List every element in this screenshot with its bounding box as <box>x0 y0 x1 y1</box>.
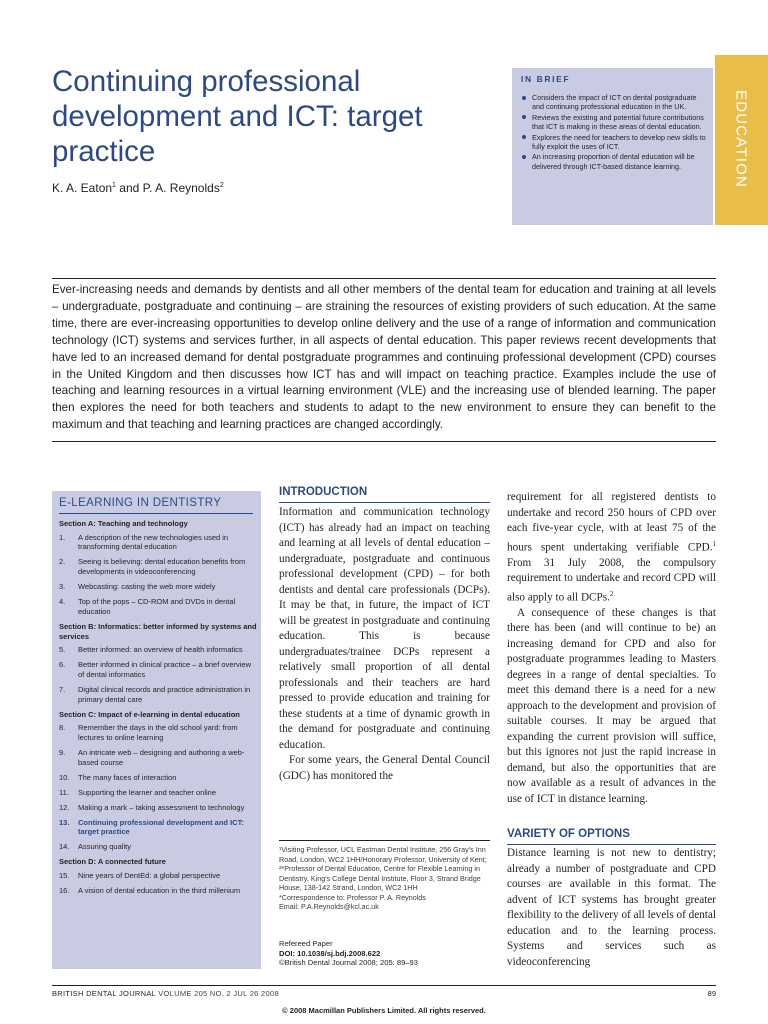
series-list-item <box>59 842 257 852</box>
series-list-item <box>59 773 257 783</box>
series-list-item <box>59 597 257 616</box>
in-brief-text: Explores the need for teachers to develop new skills to fully exploit the uses of ICT. <box>532 132 706 152</box>
item-number: 14. <box>59 842 70 852</box>
item-number: 7. <box>59 684 66 694</box>
author-name: P. A. Reynolds <box>142 181 220 195</box>
body-paragraph <box>507 490 716 606</box>
affiliation-marker: 1 <box>112 182 116 189</box>
bullet-icon <box>522 115 526 119</box>
bullet-icon <box>522 155 526 159</box>
in-brief-item <box>521 113 709 132</box>
item-number: 5. <box>59 645 66 655</box>
series-sidebar <box>52 491 261 969</box>
item-number: 3. <box>59 582 66 592</box>
citation-text: ©British Dental Journal 2008; 205: 89–93 <box>279 958 418 968</box>
sidebar-section-heading: Section D: A connected future <box>59 857 166 867</box>
affiliations-footnote <box>279 845 490 912</box>
item-number: 13. <box>59 817 70 827</box>
citation-block <box>279 939 490 968</box>
item-text: Making a mark – taking assessment to technology <box>78 802 245 812</box>
in-brief-text: An increasing proportion of dental education will be delivered through ICT-based distance learning. <box>532 152 695 171</box>
body-text: requirement for all registered dentists to undertake and record 250 hours of CPD over each five-year cycle, with at least 75 of the hours spent undertaking verifiable CPD. <box>507 491 716 554</box>
series-list-item <box>59 748 257 767</box>
in-brief-heading: IN BRIEF <box>521 74 571 84</box>
item-text: Assuring quality <box>78 842 131 852</box>
page-number: 89 <box>707 989 716 998</box>
bullet-icon <box>522 135 526 139</box>
email-text: Email: P.A.Reynolds@kcl.ac.uk <box>279 902 379 911</box>
column-three-bottom <box>507 846 716 970</box>
item-text: An intricate web – designing and authoring a web-based course <box>78 748 245 767</box>
in-brief-item <box>521 152 709 171</box>
item-text: A description of the new technologies used in transforming dental education <box>78 532 229 552</box>
item-number: 6. <box>59 660 66 670</box>
sidebar-section-heading: Section A: Teaching and technology <box>59 519 188 528</box>
item-text: Better informed in clinical practice – a brief overview of dental informatics <box>78 660 251 679</box>
journal-footer <box>52 989 279 998</box>
item-number: 16. <box>59 886 70 896</box>
reference-marker: 2 <box>609 589 614 598</box>
heading-rule <box>507 844 716 845</box>
item-text: Remember the days in the old school yard: from lectures to online learning <box>78 723 238 743</box>
in-brief-text: Reviews the existing and potential future contributions that ICT is making in these areas of dental education. <box>532 112 704 132</box>
author-name: K. A. Eaton <box>52 181 113 195</box>
in-brief-list <box>521 93 709 172</box>
series-list-item <box>59 803 257 813</box>
reference-marker: 1 <box>712 539 716 548</box>
item-number: 8. <box>59 723 66 733</box>
column-three-top <box>507 490 716 807</box>
sidebar-section-heading: Section B: Informatics: better informed by systems and services <box>59 621 257 641</box>
variety-heading: VARIETY OF OPTIONS <box>507 828 630 840</box>
sidebar-body <box>59 518 257 901</box>
body-paragraph: Distance learning is not new to dentistry; already a number of postgraduate and CPD courses are available in this format. The advent of ICT systems has brought greater flexibility to the delivery of all levels of dental education and to the learning process. Systems and services such as videoconferencing <box>507 847 716 968</box>
item-number: 11. <box>59 787 69 797</box>
item-number: 2. <box>59 557 66 567</box>
refereed-label: Refereed Paper <box>279 939 333 948</box>
heading-rule <box>279 502 490 503</box>
body-paragraph: Information and communication technology (ICT) has already had an impact on teaching and learning at all levels of dental education – undergraduate, postgraduate and continuous professional development (CPD) – for both dentists and dental care professionals (DCPs). It may be that, in future, the impact of ICT will be greatest in postgraduate and continuing education. This is because undergraduates/trainee DCPs represent a relatively small proportion of all dental professionals and their teachers are hard pressed to provide education and training for these students at a time of dynamic growth in the demand for postgraduate and continuing education. <box>279 506 490 751</box>
abstract: Ever-increasing needs and demands by dentists and all other members of the dental team for education and training at all levels – undergraduate, postgraduate and continuing – are straining the resources of existing providers of such education. At the same time, there are ever-increasing opportunities to develop online delivery and the use of a range of information and communication technology (ICT) systems and services further, in all aspects of dental education. This paper reviews recent developments that have led to an increased demand for dental postgraduate programmes and continuing professional development (CPD) courses in the United Kingdom and then discusses how ICT has and will impact on teaching practice. Examples include the use of teaching and learning resources in a virtual learning environment (VLE) and the increasing use of blended learning. The paper then explores the need for both teachers and students to adapt to the new environment to ensure they can benefit to the maximum and that teaching and learning practices are changed accordingly. <box>52 283 716 432</box>
author-line <box>52 181 224 195</box>
in-brief-item <box>521 133 709 152</box>
item-text: Digital clinical records and practice administration in primary dental care <box>78 684 251 704</box>
doi-text: DOI: 10.1038/sj.bdj.2008.622 <box>279 948 381 958</box>
item-number: 12. <box>59 802 70 812</box>
series-list-item <box>59 533 257 552</box>
series-list-item <box>59 660 257 679</box>
series-list-item <box>59 871 257 881</box>
abstract-bottom-rule <box>52 441 716 442</box>
item-text: Webcasting: casting the web more widely <box>78 582 216 592</box>
series-list-item <box>59 788 257 798</box>
item-number: 4. <box>59 597 66 607</box>
series-list-item <box>59 685 257 704</box>
introduction-heading: INTRODUCTION <box>279 486 368 498</box>
sidebar-rule <box>59 513 253 514</box>
body-paragraph: A consequence of these changes is that there has been (and will continue to be) an increasing demand for CPD and also for postgraduate programmes leading to Masters degrees in a range of dental specialties. To meet this demand there is a need for a new approach to the development and provision of suitable courses. It may be argued that expanding the current provision will suffice, but this ignores not just the rapid increase in demand, but also the opportunities that are now available as a result of advances in the use of ICT in distance learning. <box>507 606 716 805</box>
sidebar-title: E-LEARNING IN DENTISTRY <box>59 497 222 509</box>
in-brief-text: Considers the impact of ICT on dental postgraduate and continuing professional education in the UK. <box>532 93 697 112</box>
section-tab <box>715 55 768 225</box>
item-text: Better informed: an overview of health informatics <box>78 645 243 655</box>
body-paragraph: For some years, the General Dental Council (GDC) has monitored the <box>279 754 490 782</box>
item-number: 9. <box>59 748 66 758</box>
sidebar-section-heading: Section C: Impact of e-learning in dental education <box>59 709 240 719</box>
affiliation-marker: 2 <box>219 182 224 189</box>
item-text: Top of the pops – CD-ROM and DVDs in dental education <box>78 597 236 616</box>
footnote-rule <box>279 840 490 841</box>
series-list-item <box>59 723 257 742</box>
series-list-item-current <box>59 818 257 837</box>
series-list-item <box>59 886 257 896</box>
journal-name: BRITISH DENTAL JOURNAL <box>52 989 156 998</box>
item-number: 1. <box>59 532 66 542</box>
in-brief-box <box>512 68 713 225</box>
item-text: Nine years of DentEd: a global perspective <box>78 871 221 881</box>
footer-rule <box>52 985 716 986</box>
item-number: 10. <box>59 772 70 782</box>
in-brief-item <box>521 93 709 112</box>
bullet-icon <box>522 96 526 100</box>
item-text: The many faces of interaction <box>78 772 177 782</box>
item-text: A vision of dental education in the third millenium <box>78 886 241 896</box>
copyright-notice: © 2008 Macmillan Publishers Limited. All rights reserved. <box>282 1006 486 1015</box>
article-title: Continuing professional development and ICT: target practice <box>52 65 423 168</box>
abstract-top-rule <box>52 278 716 279</box>
item-number: 15. <box>59 871 70 881</box>
series-list-item <box>59 557 257 576</box>
item-text: Continuing professional development and ICT: target practice <box>78 817 244 837</box>
series-list-item <box>59 645 257 655</box>
correspondence-text: *Correspondence to: Professor P. A. Reynolds <box>279 892 426 902</box>
series-list-item <box>59 582 257 592</box>
journal-issue: VOLUME 205 NO. 2 JUL 26 2008 <box>158 989 279 998</box>
affiliation-text: ¹Visiting Professor, UCL Eastman Dental Institute, 256 Gray's Inn Road, London, WC2 1HH/Honorary Professor, University of Kent; ²*Professor of Dental Education, Centre for Flexible Learning in Dentistry, King's College Dental Institute, Floor 3, Strand Bridge House, 138-142 Strand, London, WC2 1HH <box>279 845 487 892</box>
item-text: Seeing is believing: dental education benefits from developments in videoconferencing <box>78 557 246 577</box>
item-text: Supporting the learner and teacher online <box>78 787 217 797</box>
introduction-body <box>279 505 490 784</box>
section-tab-label: EDUCATION <box>732 89 750 189</box>
author-separator: and <box>115 181 143 195</box>
body-text: From 31 July 2008, the compulsory requirement to undertake and record CPD will also apply to all DCPs. <box>507 556 716 604</box>
